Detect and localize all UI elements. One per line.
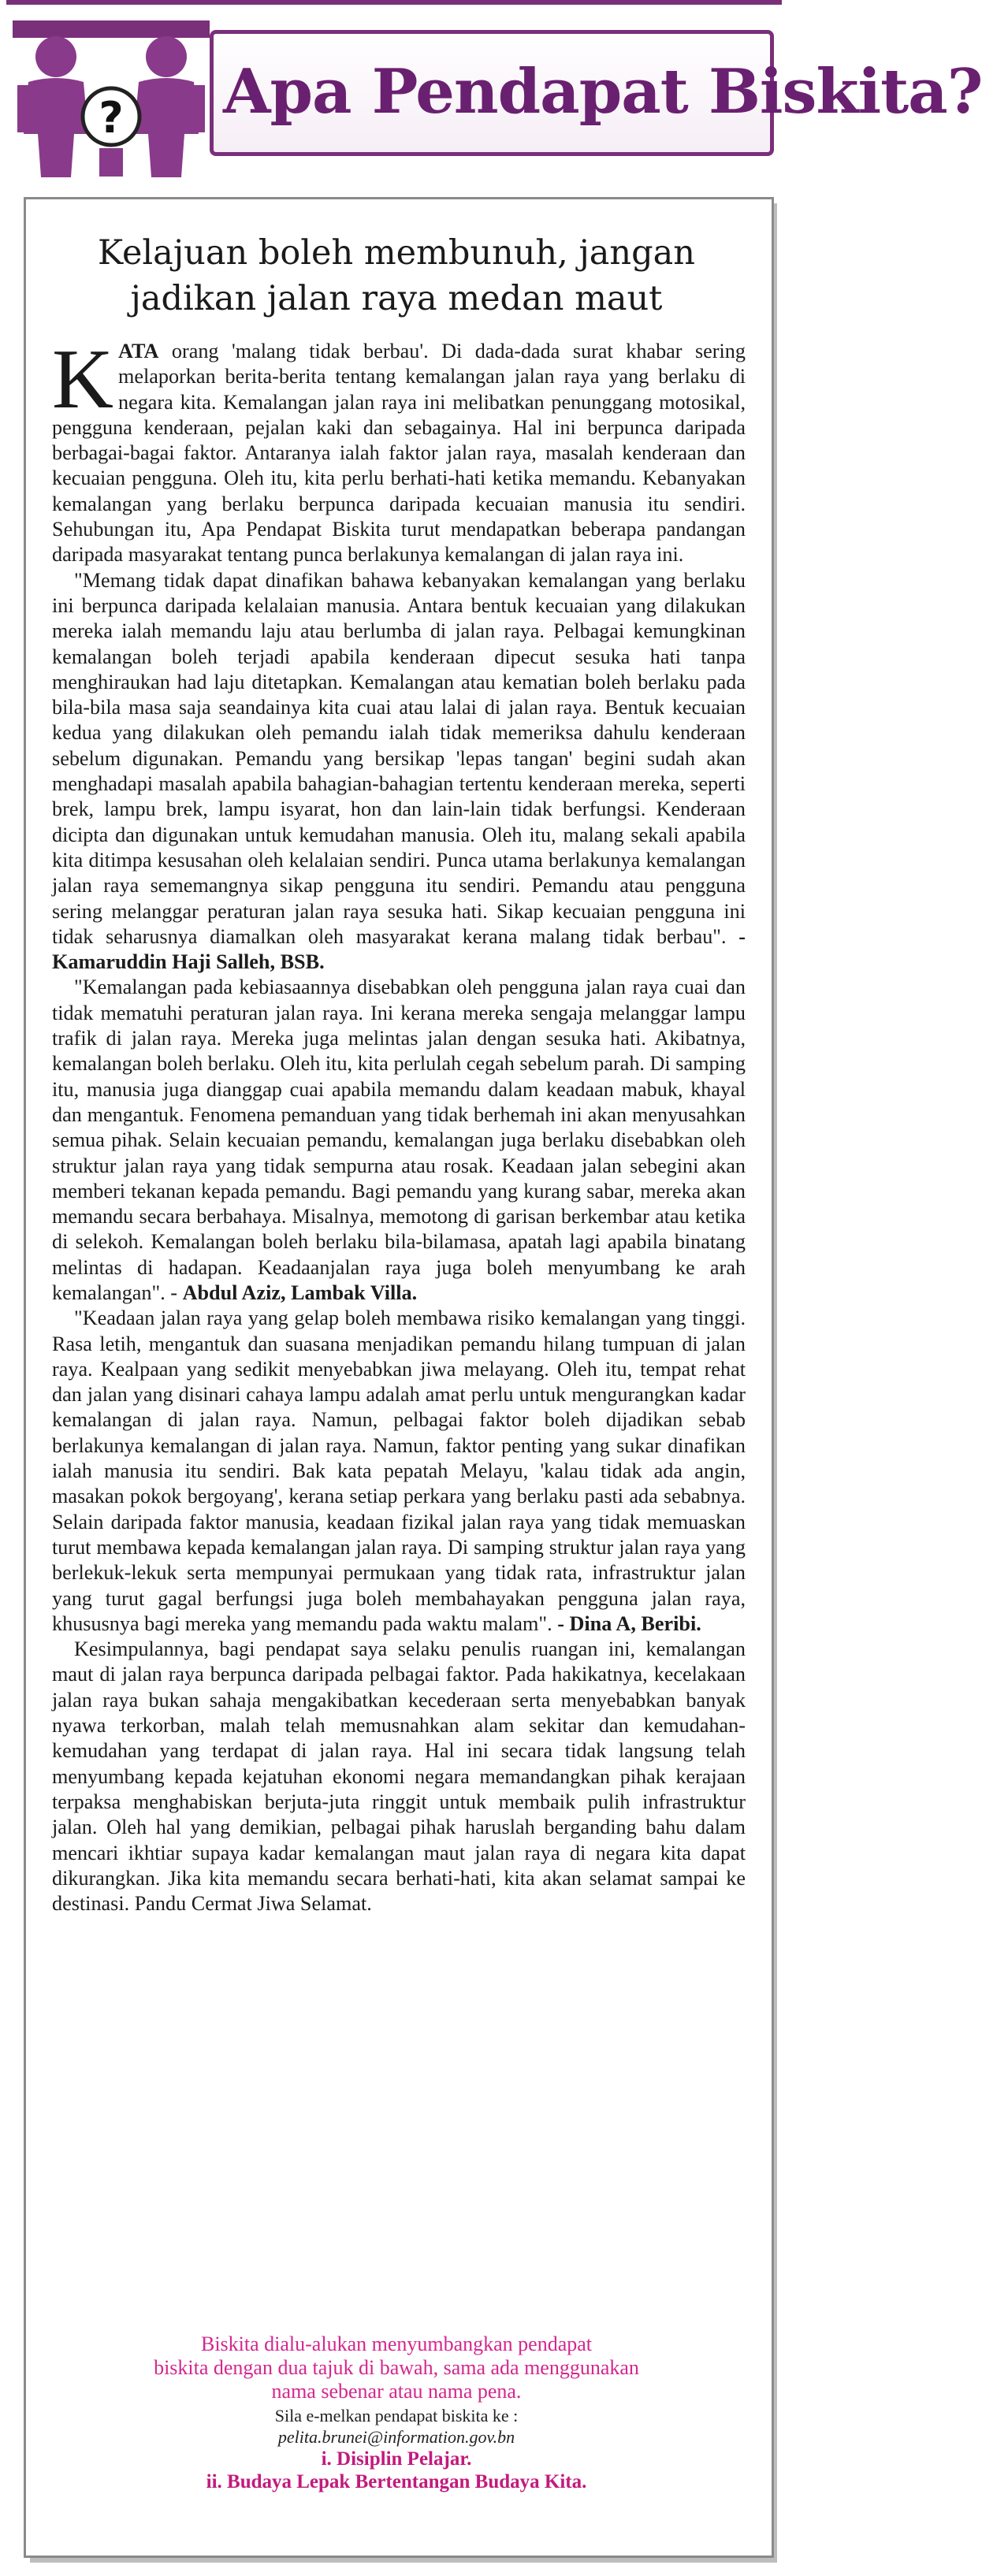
paragraph-text: "Memang tidak dapat dinafikan bahawa kebanyakan kemalangan yang berlaku ini berpunca daripada kelalaian manusia. Antara bentuk kecuaian yang dilakukan mereka ialah memandu laju atau berlumba di jalan raya. Pelbagai kemungkinan kemalangan boleh terjadi apabila kenderaan dipecut sesuka hati tanpa menghiraukan had laju ditetapkan. Kemalangan atau kematian boleh berlaku pada bila-bila masa saja seandainya kita cuai atau lalai di jalan raya. Bentuk kecuaian kedua yang dilakukan oleh pemandu ialah tidak memeriksa dahulu kenderaan sebelum digunakan. Pemandu yang bersikap 'lepas tangan' begini sudah akan menghadapi masalah apabila bahagian-bahagian tertentu kenderaan mereka, seperti brek, lampu brek, lampu isyarat, hon dan lain-lain tidak berfungsi. Kenderaan dicipta dan digunakan untuk kemudahan manusia. Oleh itu, malang sekali apabila kita ditimpa kesusahan oleh kelalaian sendiri. Punca utama berlakunya kemalangan jalan raya sememangnya sikap pengguna itu sendiri. Pemandu atau pengguna sering melanggar peraturan jalan raya sesuka hati. Sikap kecuaian pengguna ini tidak seharusnya diamalkan oleh masyarakat kerana malang tidak berbau".: [52, 568, 746, 948]
email-prompt: Sila e-melkan pendapat biskita ke :: [274, 2406, 519, 2425]
banner-rule: [6, 0, 782, 5]
invite-line: biskita dengan dua tajuk di bawah, sama ada menggunakan: [154, 2356, 639, 2379]
paragraph-opinion: [52, 568, 746, 976]
banner-title-box: [210, 30, 982, 156]
drop-cap: K: [52, 333, 113, 426]
topic-item: i. Disiplin Pelajar.: [321, 2448, 472, 2470]
paragraph-text: "Keadaan jalan raya yang gelap boleh membawa risiko kemalangan yang tinggi. Rasa letih, mengantuk dan suasana menjadikan pemandu hilang tumpuan di jalan raya. Kealpaan yang sedikit menyebabkan jiwa melayang. Oleh itu, tempat rehat dan jalan yang disinari cahaya lampu adalah amat perlu untuk mengurangkan kadar kemalangan di jalan raya. Namun, pelbagai faktor boleh dijadikan sebab berlakunya kemalangan di jalan raya. Namun, faktor penting yang sukar dinafikan ialah manusia itu sendiri. Bak kata pepatah Melayu, 'kalau tidak ada angin, masakan pokok bergoyang', kerana setiap perkara yang berlaku pasti ada sebabnya. Selain daripada faktor manusia, keadaan fizikal jalan raya yang tidak memuaskan turut membawa kepada kemalangan jalan raya. Di samping struktur jalan raya yang berlekuk-lekuk serta mempunyai permukaan yang tidak rata, infrastruktur jalan yang turut gagal berfungsi juga boleh membahayakan pengguna jalan raya, khususnya bagi mereka yang memandu pada waktu malam".: [52, 1307, 746, 1635]
paragraph-text: "Kemalangan pada kebiasaannya disebabkan oleh pengguna jalan raya cuai dan tidak mematuhi peraturan jalan raya. Ini kerana mereka sengaja melanggar lampu trafik di jalan raya. Mereka juga melintas jalan dengan sesuka hati. Akibatnya, kemalangan boleh berlaku. Oleh itu, kita perlulah cegah sebelum parah. Di samping itu, manusia juga dianggap cuai apabila memandu dalam keadaan mabuk, khayal dan mengantuk. Fenomena pemanduan yang tidak berhemah ini akan menyusahkan semua pihak. Selain kecuaian pemandu, kemalangan juga berlaku disebabkan oleh struktur jalan raya yang tidak sempurna atau rosak. Keadaan jalan sebegini akan memberi tekanan kepada pemandu. Bagi pemandu yang kurang sabar, mereka akan memandu secara berbahaya. Misalnya, memotong di garisan berkembar atau ketika di selekoh. Kemalangan boleh berlaku bila-bilamasa, apatah lagi apabila binatang melintas di hadapan. Keadaanjalan raya juga boleh menyumbang ke arah kemalangan". -: [52, 976, 746, 1304]
submission-footer: [38, 2333, 755, 2493]
invite-line: Biskita dialu-alukan menyumbangkan pendapat: [200, 2333, 593, 2355]
paragraph-opinion: [52, 975, 746, 1306]
two-people-question-mark-icon: [13, 16, 210, 181]
lead-word: ATA: [118, 340, 159, 362]
section-banner: [6, 0, 982, 193]
headline-line: jadikan jalan raya medan maut: [130, 279, 663, 318]
paragraph-conclusion: [52, 1637, 746, 1916]
article-body: [52, 333, 746, 1916]
page: [6, 0, 982, 2576]
paragraph-text: orang 'malang tidak berbau'. Di dada-dada surat khabar sering melaporkan berita-berita tentang kemalangan jalan raya yang berlaku di negara kita. Kemalangan jalan raya ini melibatkan penunggang motosikal, pengguna kenderaan, pejalan kaki dan sebagainya. Hal ini berpunca daripada berbagai-bagai faktor. Antaranya ialah faktor jalan raya, masalah kenderaan dan kecuaian pengguna. Oleh itu, kita perlu berhati-hati ketika memandu. Kebanyakan kemalangan yang berlaku berpunca daripada kecuaian manusia itu sendiri. Sehubungan itu, Apa Pendapat Biskita turut mendapatkan beberapa pandangan daripada masyarakat tentang punca berlakunya kemalangan di jalan raya ini.: [52, 340, 746, 567]
contributor-signature: Abdul Aziz, Lambak Villa.: [182, 1281, 418, 1304]
banner-title: Apa Pendapat Biskita?: [223, 56, 982, 128]
frame-shadow: [30, 2558, 777, 2563]
svg-text:?: ?: [99, 93, 124, 143]
paragraph-text: Kesimpulannya, bagi pendapat saya selaku penulis ruangan ini, kemalangan maut di jalan raya berpunca daripada pelbagai faktor. Pada hakikatnya, kecelakaan jalan raya bukan sahaja mengakibatkan kecederaan serta menyebabkan banyak nyawa terkorban, malah telah memusnahkan alam sekitar dan kemudahan-kemudahan yang terdapat di jalan raya. Hal ini secara tidak langsung telah menyumbang kepada kejatuhan ekonomi negara memandangkan pihak kerajaan terpaksa menghabiskan berjuta-juta ringgit untuk membaik pulih infrastruktur jalan. Oleh hal yang demikian, pelbagai pihak haruslah berganding bahu dalam mencari ikhtiar supaya kadar kemalangan maut jalan raya di negara kita dapat dikurangkan. Jika kita memandu secara berhati-hati, kita akan selamat sampai ke destinasi. Pandu Cermat Jiwa Selamat.: [52, 1637, 746, 1916]
contributor-signature: - Dina A, Beribi.: [557, 1611, 701, 1635]
paragraph-opinion: [52, 1306, 746, 1637]
article-headline: [38, 230, 755, 322]
paragraph-intro: [52, 333, 746, 568]
headline-line: Kelajuan boleh membunuh, jangan: [98, 233, 695, 273]
contributor-signature: - Kamaruddin Haji Salleh, BSB.: [52, 924, 746, 974]
email-address[interactable]: pelita.brunei@information.gov.bn: [277, 2427, 515, 2447]
topic-item: ii. Budaya Lepak Bertentangan Budaya Kita.: [206, 2471, 587, 2492]
invite-line: nama sebenar atau nama pena.: [271, 2380, 522, 2403]
